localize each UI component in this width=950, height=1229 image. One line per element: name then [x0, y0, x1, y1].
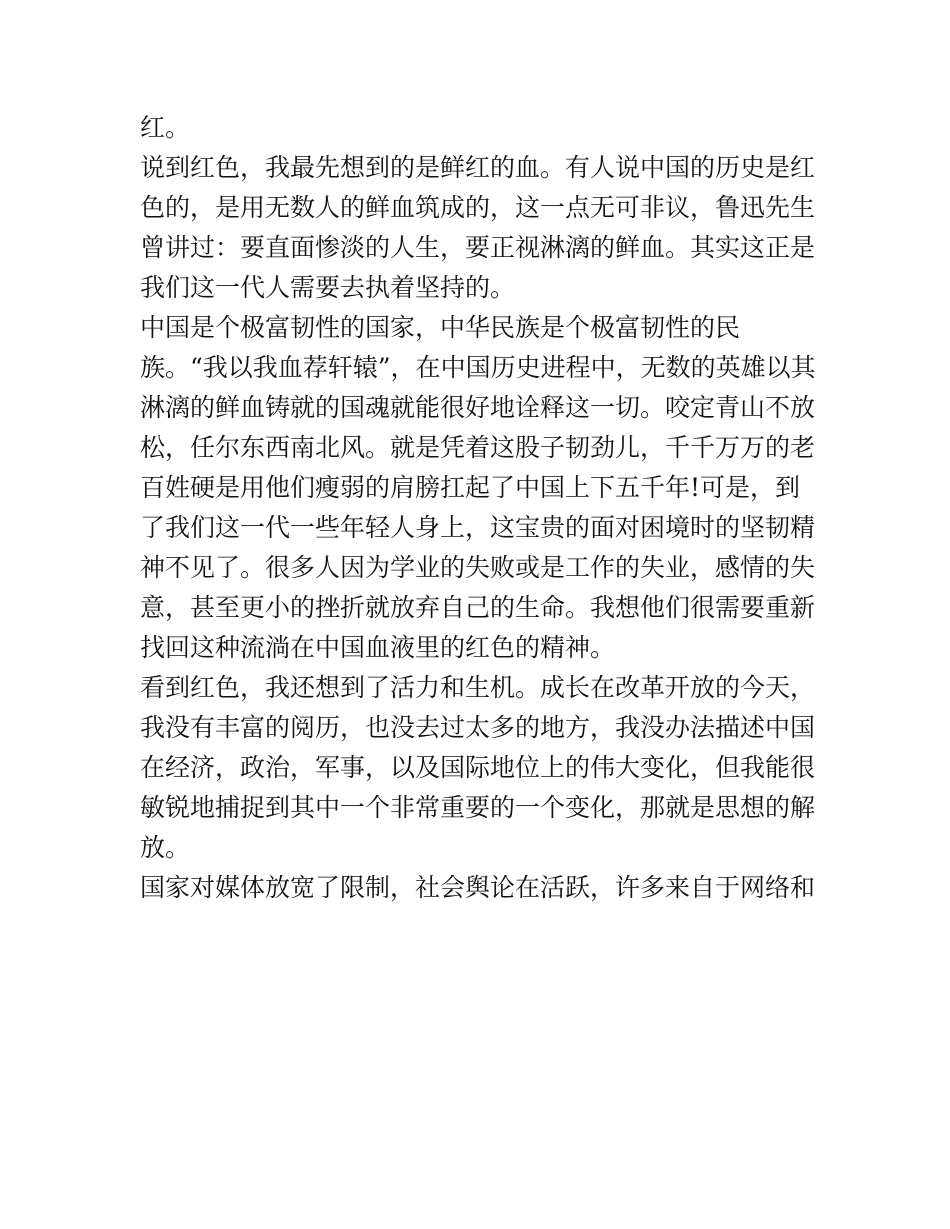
text-line: 敏锐地捕捉到其中一个非常重要的一个变化，那就是思想的解 — [140, 793, 816, 822]
text-line: 色的，是用无数人的鲜血筑成的，这一点无可非议，鲁迅先生 — [140, 193, 816, 222]
text-line: 找回这种流淌在中国血液里的红色的精神。 — [140, 633, 616, 662]
text-line: 意，甚至更小的挫折就放弃自己的生命。我想他们很需要重新 — [140, 593, 816, 622]
text-line: 曾讲过：要直面惨淡的人生，要正视淋漓的鲜血。其实这正是 — [140, 233, 816, 262]
text-line: 国家对媒体放宽了限制，社会舆论在活跃，许多来自于网络和 — [140, 873, 816, 902]
text-line: 了我们这一代一些年轻人身上，这宝贵的面对困境时的坚韧精 — [140, 513, 816, 542]
text-line: 百姓硬是用他们瘦弱的肩膀扛起了中国上下五千年!可是，到 — [140, 473, 801, 502]
text-line: 放。 — [140, 833, 191, 862]
text-line: 松，任尔东西南北风。就是凭着这股子韧劲儿，千千万万的老 — [140, 433, 816, 462]
essay-text — [140, 108, 820, 908]
text-line: 在经济，政治，军事，以及国际地位上的伟大变化，但我能很 — [140, 753, 816, 782]
text-line: 神不见了。很多人因为学业的失败或是工作的失业，感情的失 — [140, 553, 816, 582]
text-line: 说到红色，我最先想到的是鲜红的血。有人说中国的历史是红 — [140, 153, 816, 182]
text-line: 我们这一代人需要去执着坚持的。 — [140, 273, 516, 302]
text-line: 看到红色，我还想到了活力和生机。成长在改革开放的今天， — [140, 673, 816, 702]
text-line: 中国是个极富韧性的国家，中华民族是个极富韧性的民 — [140, 313, 741, 342]
text-line: 族。“我以我血荐轩辕”，在中国历史进程中，无数的英雄以其 — [140, 353, 816, 382]
text-line: 淋漓的鲜血铸就的国魂就能很好地诠释这一切。咬定青山不放 — [140, 393, 816, 422]
text-line: 红。 — [140, 113, 191, 142]
text-line: 我没有丰富的阅历，也没去过太多的地方，我没办法描述中国 — [140, 713, 816, 742]
